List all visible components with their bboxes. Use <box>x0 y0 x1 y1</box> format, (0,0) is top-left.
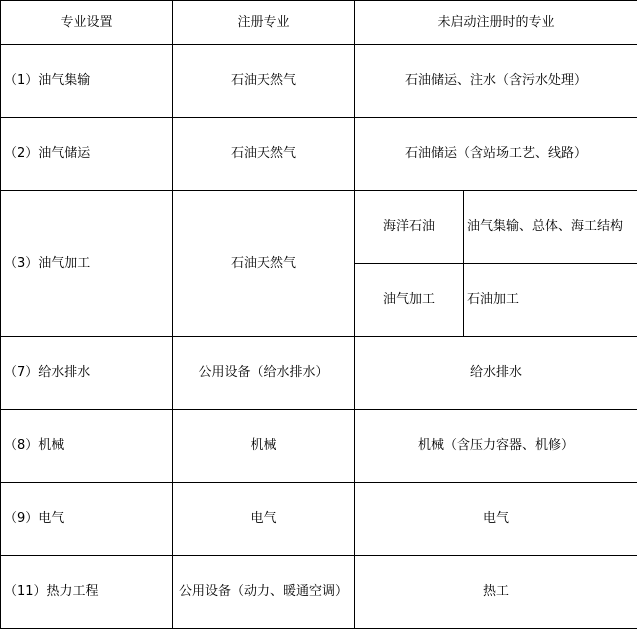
unregistered-specialty-cell: 给水排水 <box>355 337 637 410</box>
registered-specialty-cell: 电气 <box>173 483 355 556</box>
registered-specialty-cell: 石油天然气 <box>173 45 355 118</box>
unregistered-specialty-cell: 热工 <box>355 556 637 629</box>
specialty-setting-cell: （7）给水排水 <box>1 337 173 410</box>
sub-specialty-name-cell: 油气加工 <box>355 264 464 337</box>
table-row <box>1 118 637 191</box>
registered-specialty-cell: 机械 <box>173 410 355 483</box>
specialty-setting-cell: （8）机械 <box>1 410 173 483</box>
specialty-setting-cell: （11）热力工程 <box>1 556 173 629</box>
table-row <box>1 410 637 483</box>
specialty-setting-cell: （2）油气储运 <box>1 118 173 191</box>
registered-specialty-cell: 石油天然气 <box>173 191 355 337</box>
header-unregistered-specialty: 未启动注册时的专业 <box>355 1 637 45</box>
registered-specialty-cell: 公用设备（动力、暖通空调） <box>173 556 355 629</box>
table-row <box>1 337 637 410</box>
table-row <box>1 45 637 118</box>
header-registered-specialty: 注册专业 <box>173 1 355 45</box>
table-header-row <box>1 1 637 45</box>
registered-specialty-cell: 公用设备（给水排水） <box>173 337 355 410</box>
unregistered-specialty-cell: 机械（含压力容器、机修） <box>355 410 637 483</box>
sub-specialty-detail-cell: 油气集输、总体、海工结构 <box>464 191 637 264</box>
unregistered-specialty-cell: 电气 <box>355 483 637 556</box>
specialty-setting-cell: （9）电气 <box>1 483 173 556</box>
registered-specialty-cell: 石油天然气 <box>173 118 355 191</box>
unregistered-specialty-cell: 石油储运（含站场工艺、线路） <box>355 118 637 191</box>
unregistered-specialty-cell: 石油储运、注水（含污水处理） <box>355 45 637 118</box>
table-row <box>1 556 637 629</box>
table-row <box>1 483 637 556</box>
header-specialty-setting: 专业设置 <box>1 1 173 45</box>
specialty-setting-cell: （3）油气加工 <box>1 191 173 337</box>
table-row <box>1 191 637 264</box>
specialty-setting-cell: （1）油气集输 <box>1 45 173 118</box>
sub-specialty-name-cell: 海洋石油 <box>355 191 464 264</box>
sub-specialty-detail-cell: 石油加工 <box>464 264 637 337</box>
